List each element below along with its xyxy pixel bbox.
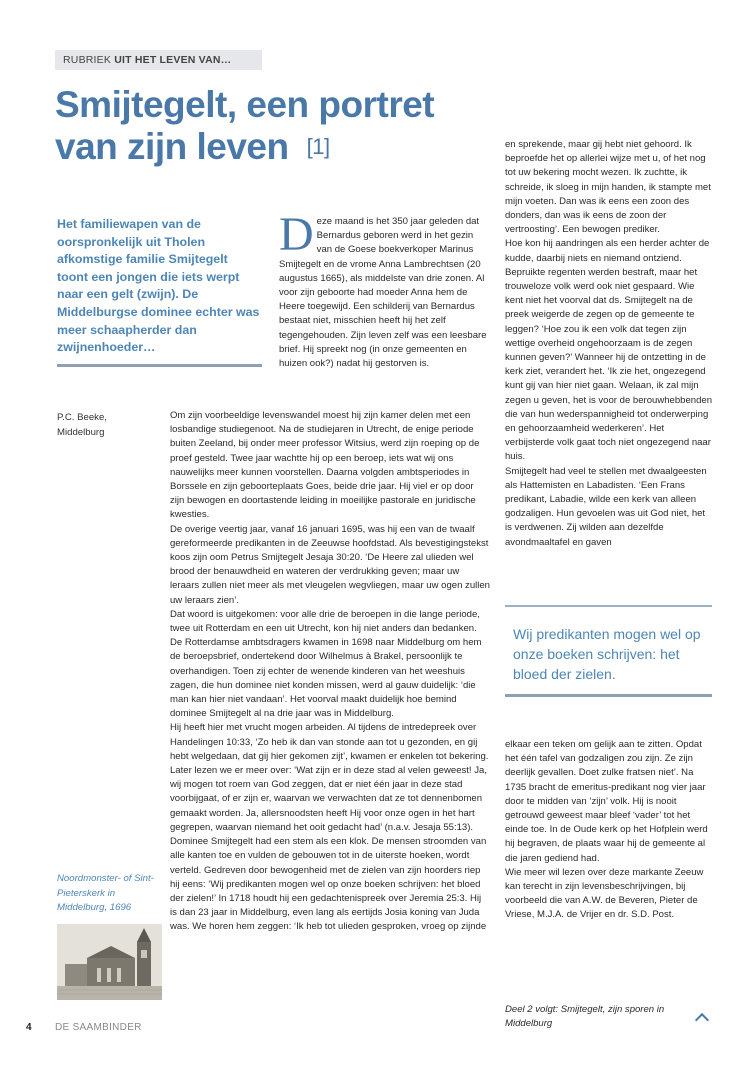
author-place: Middelburg [57, 427, 105, 438]
intro-text: Het familiewapen van de oorspronkelijk uit Tholen afkomstige familie Smijtegelt toont een jongen die iets werpt naar een gelt (zwijn). De Middelburgse dominee echter was meer schaapherder dan zwijnenhoeder… [57, 217, 260, 355]
article-opening [279, 208, 489, 371]
paragraph: Smijtegelt had veel te stellen met dwaalgeesten als Hattemisten en Labadisten. ‘Een Frans predikant, Labadie, wilde een kerk van alleen godzaligen. Hun gevoelen was uit God niet, het is verdwenen. Zij wilden aan dezelfde avondmaaltafel en gaven [505, 465, 707, 548]
article-main-column [170, 409, 490, 935]
paragraph: Om zijn voorbeeldige levenswandel moest hij zijn kamer delen met een losbandige studiegenoot. Na de studiejaren in Utrecht, de enige periode buiten Zeeland, bij onder meer professor Witsius, werd zijn roeping op de proef gesteld. Twee jaar wachtte hij op een beroep, iets wat wij ons nauwelijks meer kunnen voorstellen. Daarna volgden ambtsperiodes in Borssele en zijn geboorteplaats Goes, beide drie jaar. Hij viel er op door zijn bewogen en doortastende leiding in moeilijke pastorale en juridische kwesties. [170, 410, 480, 521]
pull-quote-bottom-rule [505, 694, 712, 697]
paragraph: Dominee Smijtegelt had een stem als een klok. De mensen stroomden van alle kanten toe en vulden de gebouwen tot in de uiterste hoeken, wordt verteld. Gedreven door bewogenheid met de zielen van zijn hoorders riep hij eens: ‘Wij predikanten mogen wel op onze boeken schrijven: het bloed der zielen!’ In 1718 houdt hij een gedachtenispreek over Jeremia 25:3. Hij is dan 23 jaar in Middelburg, even lang als eertijds Josia koning van Juda was. We horen hem zeggen: ‘Ik heb tot ulieden gesproken, vroeg op zijnde [170, 836, 487, 933]
paragraph: en sprekende, maar gij hebt niet gehoord. Ik beproefde het op allerlei wijze met u, of het nog tot uw bekering mocht wezen. Ik zuchtte, ik schreide, ik sloeg in mijn handen, ik stampte met mijn voeten. Dan was ik eens een zoon des donders, dan was ik eens de zoon der vertroosting’. Een bewogen prediker. [505, 139, 711, 236]
church-engraving-icon [57, 924, 162, 1000]
pull-quote: Wij predikanten mogen wel op onze boeken schrijven: het bloed der zielen. [513, 626, 701, 682]
image-caption: Noordmonster- of Sint-Pieterskerk in Middelburg, 1696 [57, 873, 154, 913]
author-name: P.C. Beeke, [57, 412, 107, 423]
intro-divider [57, 364, 262, 367]
paragraph: Wie meer wil lezen over deze markante Zeeuw kan terecht in zijn levensbeschrijvingen, bij voorbeeld die van A.W. de Beveren, Pieter de Vriese, M.J.A. de Vrijer en dr. S.D. Post. [505, 866, 704, 921]
paragraph: Hoe kon hij aandringen als een herder achter de kudde, daarbij niets en niemand ontziend. Bepruikte regenten werden bestraft, maar het trouweloze volk werd ook niet gespaard. Wie kent niet het voorval dat ds. Smijtegelt na de preek weigerde de zegen op de gemeente te leggen? ‘Hoe zou ik een volk dat tegen zijn wettige overheid ongehoorzaam is de zegen kunnen geven?’ Wanneer hij de ontzetting in de kerk ziet, verandert het. ‘Ik zie het, ongezegend kunt gij van hier niet gaan. Welaan, ik zal mijn zegen u geven, het is voor de berouwhebbenden die van hun wederspannigheid tot onderwerping en gehoorzaamheid wederkeren’. Het verbijsterde volk gaat toch niet ongezegend naar huis. [505, 238, 713, 463]
article-right-column-top [505, 138, 712, 550]
paragraph: elkaar een teken om gelijk aan te zitten. Opdat het één tafel van godzaligen zou zijn. Ze zijn deerlijk gevallen. Doet zulke fratsen niet’. Na 1735 bracht de emeritus-predikant nog vier jaar door te midden van ‘zijn’ volk. Hij is nooit getrouwd geweest maar bleef ‘vader’ tot het einde toe. In de Oude kerk op het Hofplein werd hij begraven, de plaats waar hij de gemeente al die jaren gediend had. [505, 739, 708, 864]
title-main: Smijtegelt, een portret van zijn leven [55, 84, 435, 167]
paragraph: Hij heeft hier met vrucht mogen arbeiden. Al tijdens de intredepreek over Handelingen 10:33, ‘Zo heb ik dan van stonde aan tot u gezonden, en gij hebt welgedaan, dat gij hier gekomen zijt’, kwamen er enkelen tot bekering. Later lezen we er meer over: ‘Wat zijn er in deze stad al velen geweest! Ja, wij mogen tot roem van God zeggen, dat er niet één jaar in deze stad voorbijgaat, of er zijn er, waarvan we verwachten dat ze tot dennenbomen gemaakt worden. Ja, allersnoodsten heeft Hij voor onze ogen in het hart gegrepen, waarvan niemand het ooit gedacht had’ (n.a.v. Jesaja 55:13). [170, 722, 489, 833]
page-number: 4 [26, 1022, 32, 1033]
paragraph: De overige veertig jaar, vanaf 16 januari 1695, was hij een van de twaalf gereformeerde predikanten in de Zeeuwse hoofdstad. Als bevestigingstekst koos zijn oom Petrus Smijtegelt Jesaja 30:20. ‘De Heere zal ulieden wel brood der benauwdheid en wateren der verdrukking geven; maar uw leraars zullen niet meer als met vleugelen wegvliegen, maar uw ogen zullen uw leraars zien’. [170, 523, 490, 606]
drop-cap: D [279, 208, 314, 261]
magazine-name: DE SAAMBINDER [55, 1022, 142, 1033]
church-engraving-image [57, 924, 162, 1000]
pull-quote-top-rule [505, 605, 712, 607]
paragraph: Dat woord is uitgekomen: voor alle drie de beroepen in die lange periode, twee uit Rotterdam en een uit Utrecht, kon hij niet anders dan bedanken. De Rotterdamse ambtsdragers kwamen in 1698 naar Middelburg om hem de beroepsbrief, ondertekend door Wilhelmus à Brakel, persoonlijk te overhandigen. Toen zij echter de wenende kinderen van het weeshuis zagen, die hun dominee niet konden missen, werd al gauw duidelijk: ‘die man kan hier niet vandaan’. Het voorval maakt duidelijk hoe bemind dominee Smijtegelt al na drie jaar was in Middelburg. [170, 608, 482, 720]
section-label-title: UIT HET LEVEN VAN… [114, 54, 232, 66]
author-byline [57, 410, 157, 440]
title-part-number: [1] [306, 134, 330, 159]
page-title [55, 84, 505, 168]
section-label-prefix: RUBRIEK [63, 54, 115, 66]
opening-paragraph: eze maand is het 350 jaar geleden dat Bernardus geboren werd in het gezin van de Goese boekverkoper Marinus Smijtegelt en de vrome Anna Lambrechtsen (20 augustus 1665), als middelste van drie zonen. Al voor zijn geboorte had moeder Anna hem de Heere toegewijd. Een schilderij van Bernardus bestaat niet, misschien heeft hij het zelf tegengehouden. Zijn leven zelf was een leesbare brief. Hij spreekt nog (in onze gemeenten en huizen ook?) nadat hij gestorven is. [279, 216, 487, 370]
section-label [55, 50, 262, 70]
continuation-note: Deel 2 volgt: Smijtegelt, zijn sporen in Middelburg [505, 1004, 665, 1030]
article-right-column-bottom [505, 738, 712, 923]
